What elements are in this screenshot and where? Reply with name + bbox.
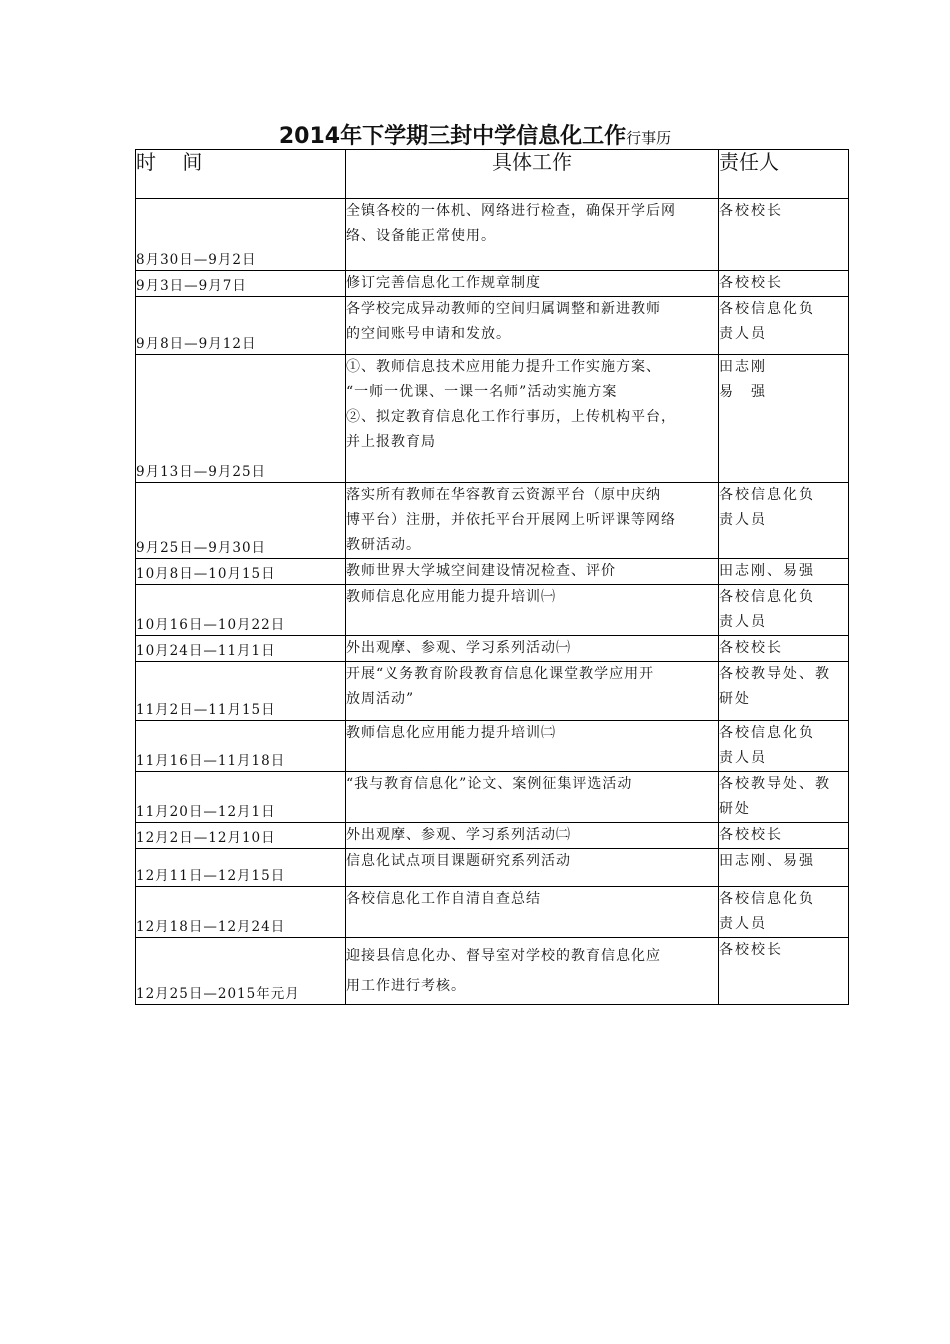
table-row — [136, 355, 849, 483]
work-line: 教研活动。 — [346, 537, 421, 553]
time-cell: 11月2日—11月15日 — [136, 662, 346, 721]
time-cell: 11月20日—12月1日 — [136, 772, 346, 823]
owner-line: 田志刚 — [719, 359, 767, 375]
work-cell — [346, 938, 719, 1005]
owner-cell — [719, 355, 849, 483]
owner-line: 各校校长 — [719, 827, 783, 843]
work-line: 修订完善信息化工作规章制度 — [346, 275, 541, 291]
work-line: ①、教师信息技术应用能力提升工作实施方案、 — [346, 359, 661, 375]
time-cell: 10月24日—11月1日 — [136, 636, 346, 662]
owner-line: 各校校长 — [719, 942, 783, 958]
owner-line: 各校校长 — [719, 203, 783, 219]
work-cell — [346, 559, 719, 585]
time-cell: 8月30日—9月2日 — [136, 199, 346, 271]
work-line: 外出观摩、参观、学习系列活动㈠ — [346, 640, 571, 656]
owner-line: 各校校长 — [719, 640, 783, 656]
owner-cell — [719, 849, 849, 887]
time-cell: 10月16日—10月22日 — [136, 585, 346, 636]
work-line: 各校信息化工作自清自查总结 — [346, 891, 541, 907]
table-row — [136, 823, 849, 849]
owner-line: 责人员 — [719, 326, 767, 342]
owner-cell — [719, 297, 849, 355]
owner-cell — [719, 721, 849, 772]
table-row — [136, 297, 849, 355]
work-line: 教师世界大学城空间建设情况检查、评价 — [346, 563, 616, 579]
time-cell: 12月25日—2015年元月 — [136, 938, 346, 1005]
owner-line: 责人员 — [719, 916, 767, 932]
table-row — [136, 483, 849, 559]
owner-line: 各校信息化负 — [719, 487, 815, 503]
owner-line: 各校校长 — [719, 275, 783, 291]
schedule-body — [136, 199, 849, 1005]
owner-line: 责人员 — [719, 614, 767, 630]
work-line: 的空间账号申请和发放。 — [346, 326, 511, 342]
work-line: 络、设备能正常使用。 — [346, 228, 496, 244]
work-line: 外出观摩、参观、学习系列活动㈡ — [346, 827, 571, 843]
work-line: 教师信息化应用能力提升培训㈠ — [346, 589, 556, 605]
owner-cell — [719, 823, 849, 849]
work-line: ②、拟定教育信息化工作行事历，上传机构平台， — [346, 409, 676, 425]
time-cell: 12月2日—12月10日 — [136, 823, 346, 849]
work-cell — [346, 887, 719, 938]
work-line: 全镇各校的一体机、网络进行检查，确保开学后网 — [346, 203, 676, 219]
work-cell — [346, 662, 719, 721]
owner-cell — [719, 483, 849, 559]
work-cell — [346, 297, 719, 355]
work-line: 开展“义务教育阶段教育信息化课堂教学应用开 — [346, 666, 655, 682]
time-cell: 9月3日—9月7日 — [136, 271, 346, 297]
owner-cell — [719, 938, 849, 1005]
work-cell — [346, 483, 719, 559]
work-line: 落实所有教师在华容教育云资源平台（原中庆纳 — [346, 487, 661, 503]
work-line: 迎接县信息化办、督导室对学校的教育信息化应 — [346, 948, 661, 964]
work-cell — [346, 199, 719, 271]
work-line: 放周活动” — [346, 691, 415, 707]
owner-cell — [719, 271, 849, 297]
owner-line: 责人员 — [719, 512, 767, 528]
work-cell — [346, 772, 719, 823]
time-cell: 9月8日—9月12日 — [136, 297, 346, 355]
work-line: 教师信息化应用能力提升培训㈡ — [346, 725, 556, 741]
owner-line: 易 强 — [719, 384, 767, 400]
table-row — [136, 772, 849, 823]
table-row — [136, 636, 849, 662]
work-line: “一师一优课、一课一名师”活动实施方案 — [346, 384, 618, 400]
table-row — [136, 721, 849, 772]
title-suffix: 行事历 — [626, 129, 672, 147]
work-cell — [346, 721, 719, 772]
table-row — [136, 938, 849, 1005]
owner-line: 责人员 — [719, 750, 767, 766]
table-row — [136, 887, 849, 938]
time-cell: 9月13日—9月25日 — [136, 355, 346, 483]
work-cell — [346, 823, 719, 849]
owner-line: 各校教导处、教 — [719, 666, 831, 682]
owner-cell — [719, 559, 849, 585]
work-line: 各学校完成异动教师的空间归属调整和新进教师 — [346, 301, 661, 317]
owner-line: 田志刚、易强 — [719, 853, 815, 869]
header-work: 具体工作 — [346, 150, 719, 199]
time-cell: 9月25日—9月30日 — [136, 483, 346, 559]
work-line: “我与教育信息化”论文、案例征集评选活动 — [346, 776, 633, 792]
header-owner: 责任人 — [719, 150, 849, 199]
owner-cell — [719, 199, 849, 271]
table-row — [136, 585, 849, 636]
table-row — [136, 559, 849, 585]
table-row — [136, 199, 849, 271]
owner-cell — [719, 887, 849, 938]
owner-line: 研处 — [719, 801, 751, 817]
schedule-table — [135, 149, 849, 1005]
work-cell — [346, 355, 719, 483]
owner-line: 各校教导处、教 — [719, 776, 831, 792]
table-row — [136, 849, 849, 887]
table-row — [136, 662, 849, 721]
work-line: 博平台）注册，并依托平台开展网上听评课等网络 — [346, 512, 676, 528]
work-line: 信息化试点项目课题研究系列活动 — [346, 853, 571, 869]
header-time: 时 间 — [136, 150, 346, 199]
owner-line: 研处 — [719, 691, 751, 707]
time-cell: 12月11日—12月15日 — [136, 849, 346, 887]
work-cell — [346, 271, 719, 297]
work-line: 并上报教育局 — [346, 434, 436, 450]
time-cell: 10月8日—10月15日 — [136, 559, 346, 585]
owner-line: 各校信息化负 — [719, 301, 815, 317]
table-row — [136, 271, 849, 297]
owner-cell — [719, 662, 849, 721]
work-cell — [346, 585, 719, 636]
title-main: 2014年下学期三封中学信息化工作 — [278, 124, 627, 149]
owner-cell — [719, 585, 849, 636]
owner-line: 各校信息化负 — [719, 589, 815, 605]
time-cell: 11月16日—11月18日 — [136, 721, 346, 772]
owner-line: 各校信息化负 — [719, 891, 815, 907]
owner-cell — [719, 636, 849, 662]
work-line: 用工作进行考核。 — [346, 978, 466, 994]
owner-cell — [719, 772, 849, 823]
time-cell: 12月18日—12月24日 — [136, 887, 346, 938]
owner-line: 田志刚、易强 — [719, 563, 815, 579]
work-cell — [346, 849, 719, 887]
owner-line: 各校信息化负 — [719, 725, 815, 741]
work-cell — [346, 636, 719, 662]
header-row — [136, 150, 849, 199]
